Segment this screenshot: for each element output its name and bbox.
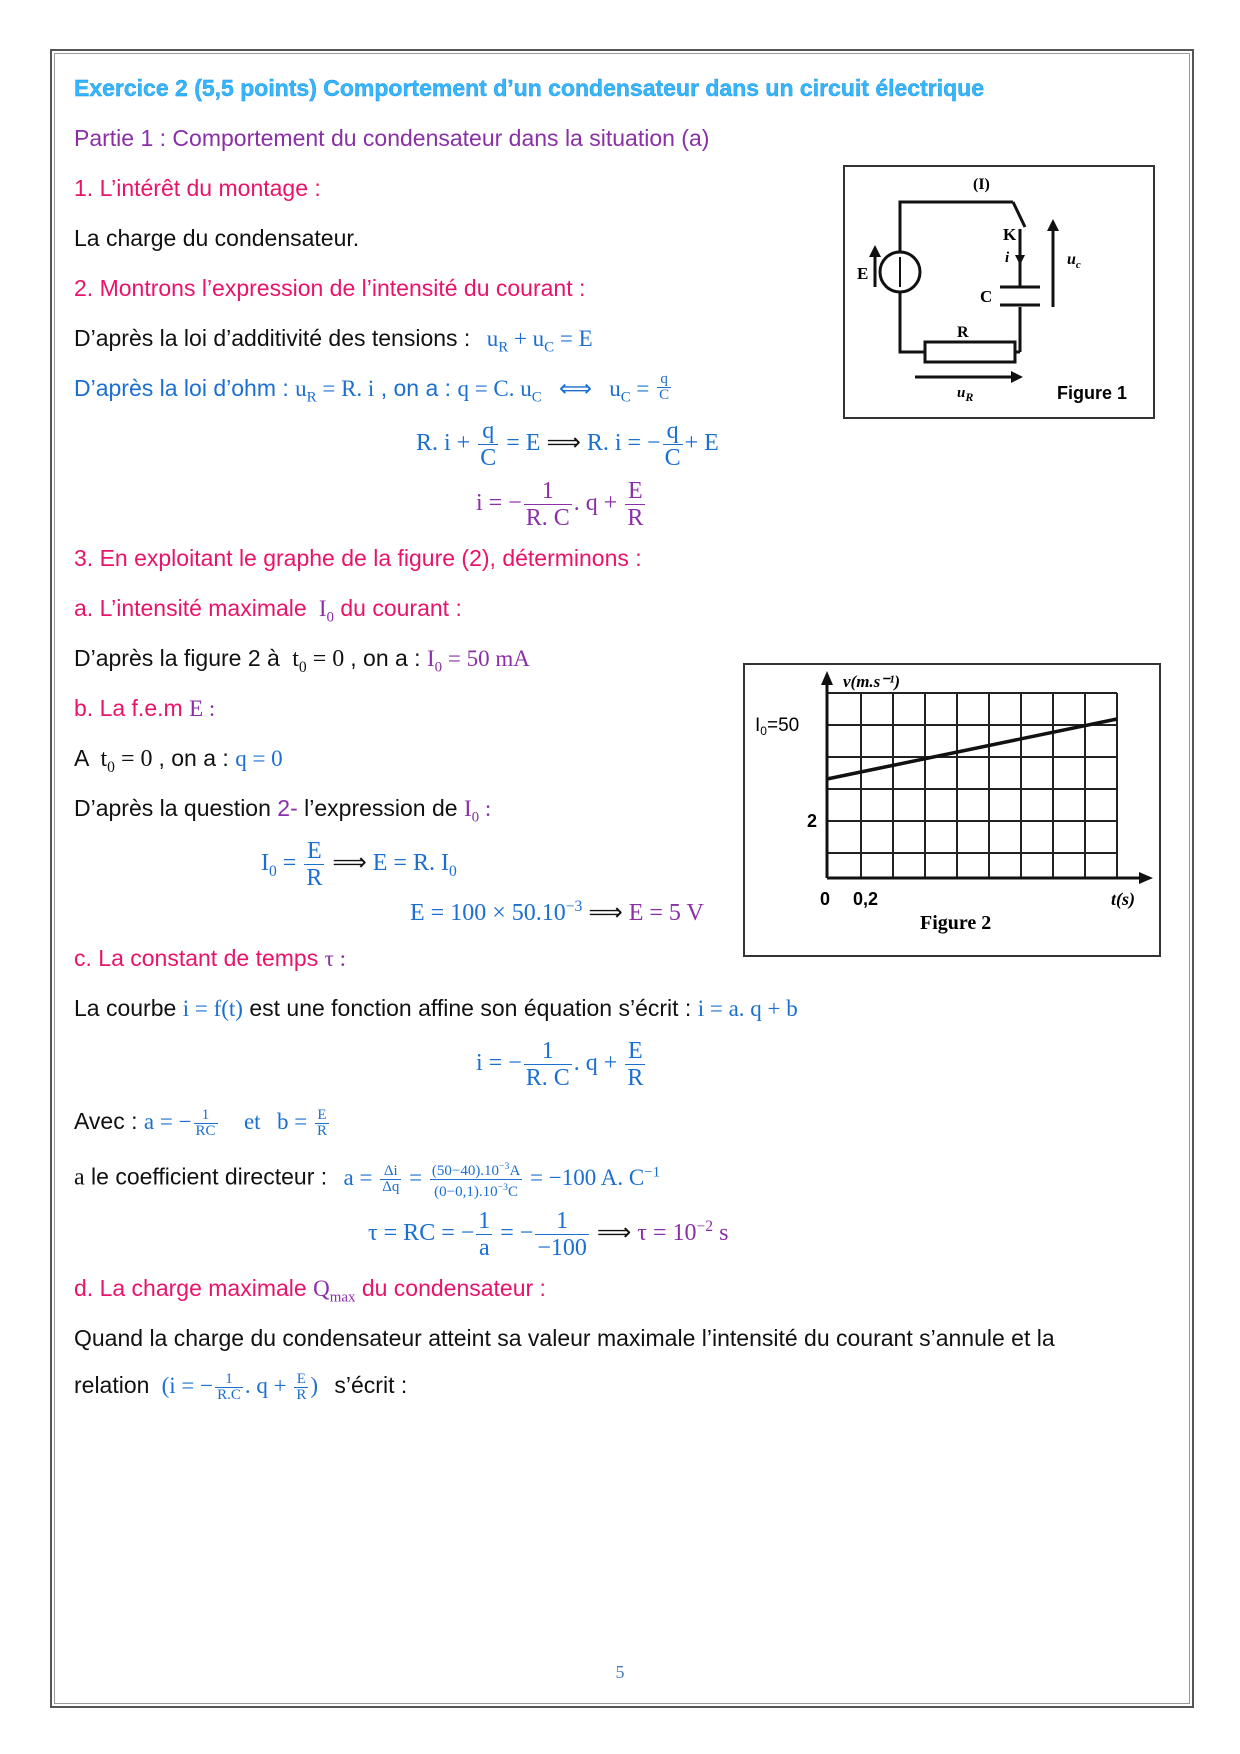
question-3a: a. L’intensité maximale $I_0$ du courant :: [74, 595, 462, 626]
fig1-resistor-label: R: [957, 324, 969, 341]
final-paragraph-line-1: Quand la charge du condensateur atteint sa valeur maximale l’intensité du courant s’annule et la: [74, 1325, 1055, 1351]
affine-line: La courbe i = f(t) est une fonction affine son équation s’écrit : i = a. q + b: [74, 995, 798, 1021]
fig1-uc-label: $u_c$: [1067, 251, 1081, 271]
fig1-capacitor-label: C: [980, 287, 993, 306]
current-expression-2: i = − $\frac{1}{R. C}$ . q + $\frac{E}{R}$: [476, 1038, 644, 1091]
additivity-text: D’après la loi d’additivité des tensions :: [74, 325, 471, 351]
fig2-x-tick-0: 0: [820, 889, 831, 909]
fig1-top-label: (I): [973, 176, 990, 193]
fig1-switch-label: K: [1003, 225, 1017, 244]
question-3c: c. La constant de temps τ :: [74, 945, 346, 971]
fig2-x-axis-label: t(s): [1111, 889, 1135, 909]
circuit-diagram: [845, 167, 1153, 417]
final-paragraph-line-2: relation (i = − $\frac{1}{R.C}$ . q + $\frac{E}{R}$ ) s’écrit :: [74, 1371, 408, 1404]
emf-result: $E = 100 \times 50.10^{-3}$ ⟹ E = 5 V: [410, 898, 704, 926]
i0-expression: $I_0$ = $\frac{E}{R}$ ⟹ E = R. $I_0$: [261, 838, 457, 891]
fig1-current-label: i: [1005, 250, 1010, 266]
ohm-text: D’après la loi d’ohm :: [74, 375, 289, 401]
additivity-line: [74, 323, 593, 363]
question-2: 2. Montrons l’expression de l’intensité du courant :: [74, 275, 586, 301]
part-heading: Partie 1 : Comportement du condensateur dans la situation (a): [74, 125, 710, 151]
fig1-ur-label: $u_R$: [957, 385, 974, 404]
page-number: 5: [615, 1662, 625, 1682]
avec-line: Avec : a = − $\frac{1}{RC}$ et b = $\frac{E}{R}$: [74, 1107, 327, 1140]
figure-2-graph: [743, 663, 1161, 957]
current-expression: i = − $\frac{1}{R. C}$ . q + $\frac{E}{R}$: [476, 478, 644, 531]
slope-line: a le coefficient directeur : a = $\frac{\Delta i}{\Delta q}$ = $\frac{(50-40).10^{-3}A}{(0-0,1).10^{-3}C}$ = −100 A. $C^{-1}$: [74, 1160, 661, 1200]
figure-1-circuit: [843, 165, 1155, 419]
question-3b: b. La f.e.m E :: [74, 695, 216, 721]
ohm-equation: $u_R = R$. i: [295, 376, 375, 406]
fig1-emf-label: E: [857, 264, 869, 283]
answer-3a: D’après la figure 2 à $t_0 = 0$ , on a : $I_0 = 50$ mA: [74, 645, 530, 676]
initial-condition: A $t_0 = 0$ , on a : q = 0: [74, 745, 283, 776]
tau-result: τ = RC = − $\frac{1}{a}$ = − $\frac{1}{-100}$ ⟹ $\tau = 10^{-2}$ s: [368, 1208, 729, 1261]
derivation-step-1: R. i + $\frac{q}{C}$ = E ⟹ R. i = − $\frac{q}{C}$ + E: [416, 418, 719, 471]
charge-equation: q = C. $u_C$ ⟺ $u_C$ = $\frac{q}{C}$: [457, 371, 670, 406]
question-ref-line: D’après la question 2- l’expression de $I_0$ :: [74, 795, 492, 826]
exercise-title: Exercice 2 (5,5 points) Comportement d’un condensateur dans un circuit électrique: [74, 75, 984, 101]
question-3d: d. La charge maximale $Q_{max}$ du condensateur :: [74, 1275, 546, 1306]
ohm-line: [74, 373, 673, 413]
fig2-caption: Figure 2: [920, 912, 992, 934]
fig2-i0-label: $I_0=50$: [755, 715, 800, 738]
ohm-mid-text: , on a :: [380, 375, 452, 401]
additivity-equation: $u_R + u_C = E$: [486, 326, 593, 356]
question-1: 1. L’intérêt du montage :: [74, 175, 321, 201]
fig2-y-axis-label: v(m.s⁻¹): [843, 672, 901, 691]
graph-diagram: [745, 665, 1159, 955]
question-3: 3. En exploitant le graphe de la figure (2), déterminons :: [74, 545, 642, 571]
fig1-caption: Figure 1: [1057, 383, 1128, 403]
fig2-y-tick: 2: [807, 811, 818, 831]
fig2-x-tick-1: 0,2: [853, 889, 879, 909]
answer-1: La charge du condensateur.: [74, 225, 360, 251]
